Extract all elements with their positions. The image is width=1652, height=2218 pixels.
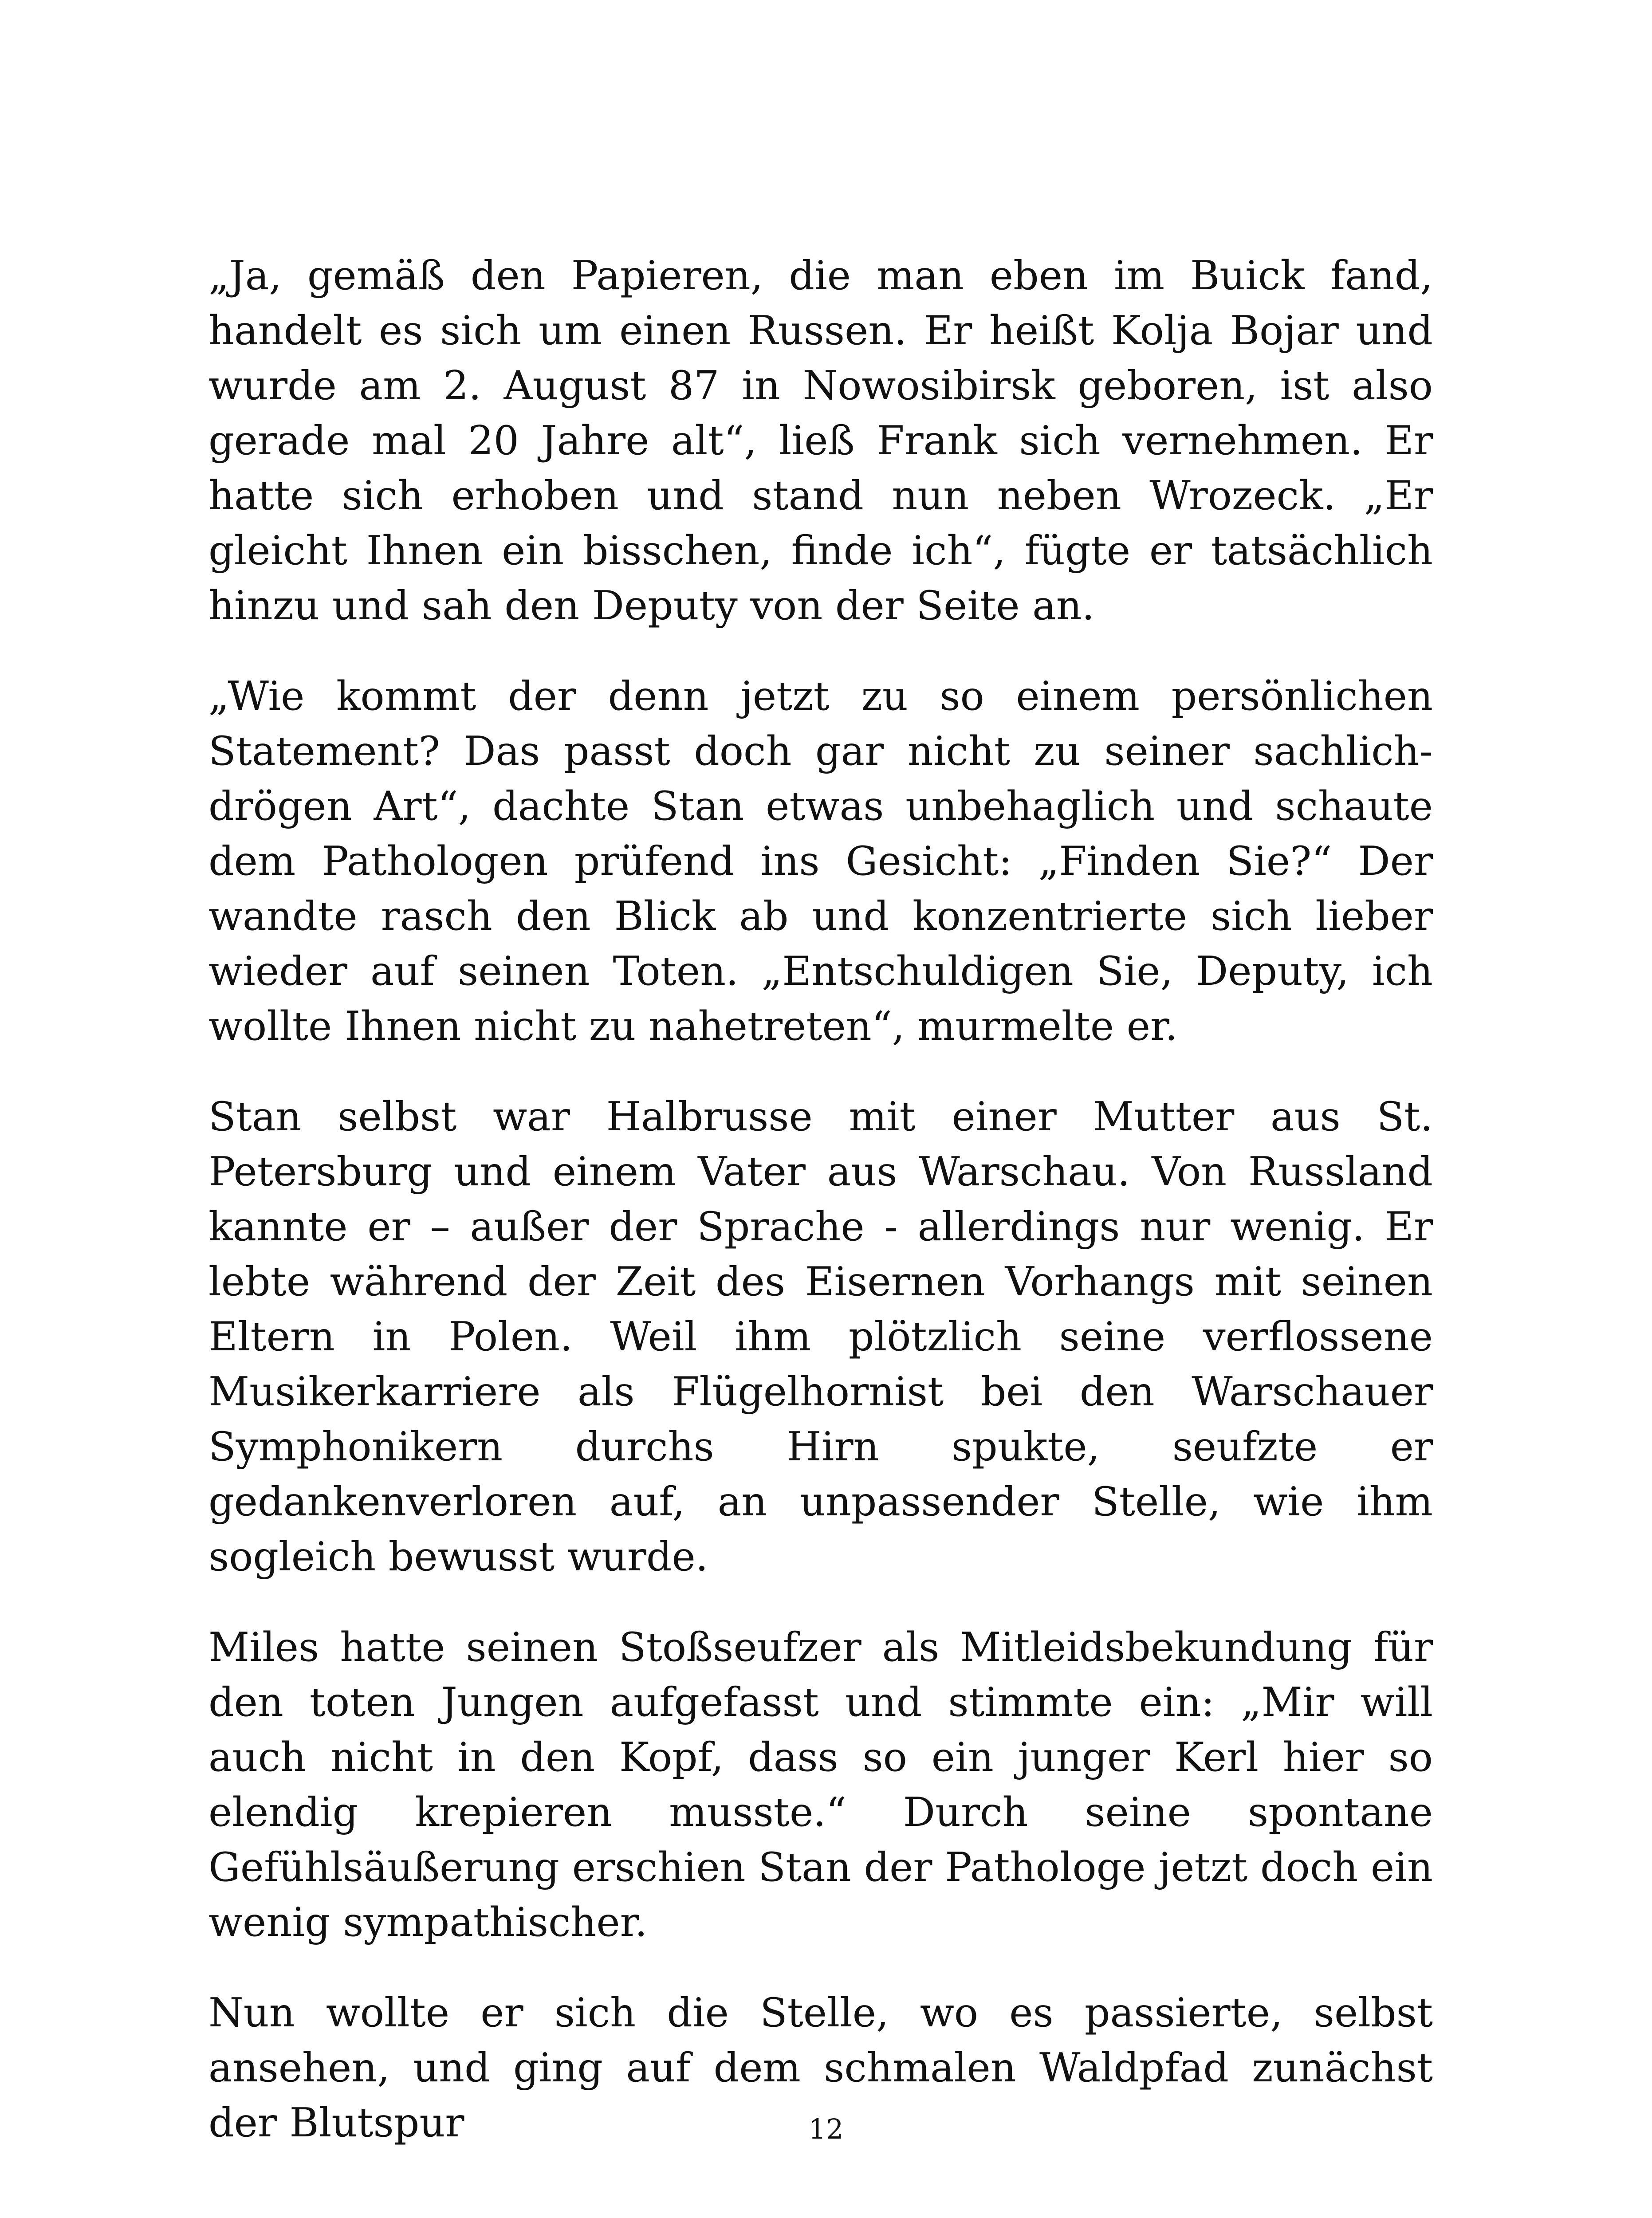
paragraph: Stan selbst war Halbrusse mit einer Mutter aus St. Petersburg und einem Vater aus Warschau. Von Russland kannte er – außer der Sprache - allerdings nur wenig. Er lebte während der Zeit des Eisernen Vorhangs mit seinen Eltern in Polen. Weil ihm plötzlich seine verflossene Musikerkarriere als Flügelhornist bei den Warschauer Symphonikern durchs Hirn spukte, seufzte er gedankenverloren auf, an unpassender Stelle, wie ihm sogleich bewusst wurde.	[208, 1093, 1433, 1580]
paragraph: Nun wollte er sich die Stelle, wo es passierte, selbst ansehen, und ging auf dem schmalen Waldpfad zunächst der Blutspur	[208, 1990, 1433, 2146]
paragraph: „Wie kommt der denn jetzt zu so einem persönlichen Statement? Das passt doch gar nicht zu seiner sachlich-drögen Art“, dachte Stan etwas unbehaglich und schaute dem Pathologen prüfend ins Gesicht: „Finden Sie?“ Der wandte rasch den Blick ab und konzentrierte sich lieber wieder auf seinen Toten. „Entschuldigen Sie, Deputy, ich wollte Ihnen nicht zu nahetreten“, murmelte er.	[208, 673, 1433, 1050]
body-text	[208, 248, 1433, 2186]
paragraph: „Ja, gemäß den Papieren, die man eben im Buick fand, handelt es sich um einen Russen. Er heißt Kolja Bojar und wurde am 2. August 87 in Nowosibirsk geboren, ist also gerade mal 20 Jahre alt“, ließ Frank sich vernehmen. Er hatte sich erhoben und stand nun neben Wrozeck. „Er gleicht Ihnen ein bisschen, finde ich“, fügte er tatsächlich hinzu und sah den Deputy von der Seite an.	[208, 252, 1433, 629]
paragraph: Miles hatte seinen Stoßseufzer als Mitleidsbekundung für den toten Jungen aufgefasst und stimmte ein: „Mir will auch nicht in den Kopf, dass so ein junger Kerl hier so elendig krepieren musste.“ Durch seine spontane Gefühlsäußerung erschien Stan der Pathologe jetzt doch ein wenig sympathischer.	[208, 1624, 1433, 1946]
page-number: 12	[808, 2113, 844, 2145]
